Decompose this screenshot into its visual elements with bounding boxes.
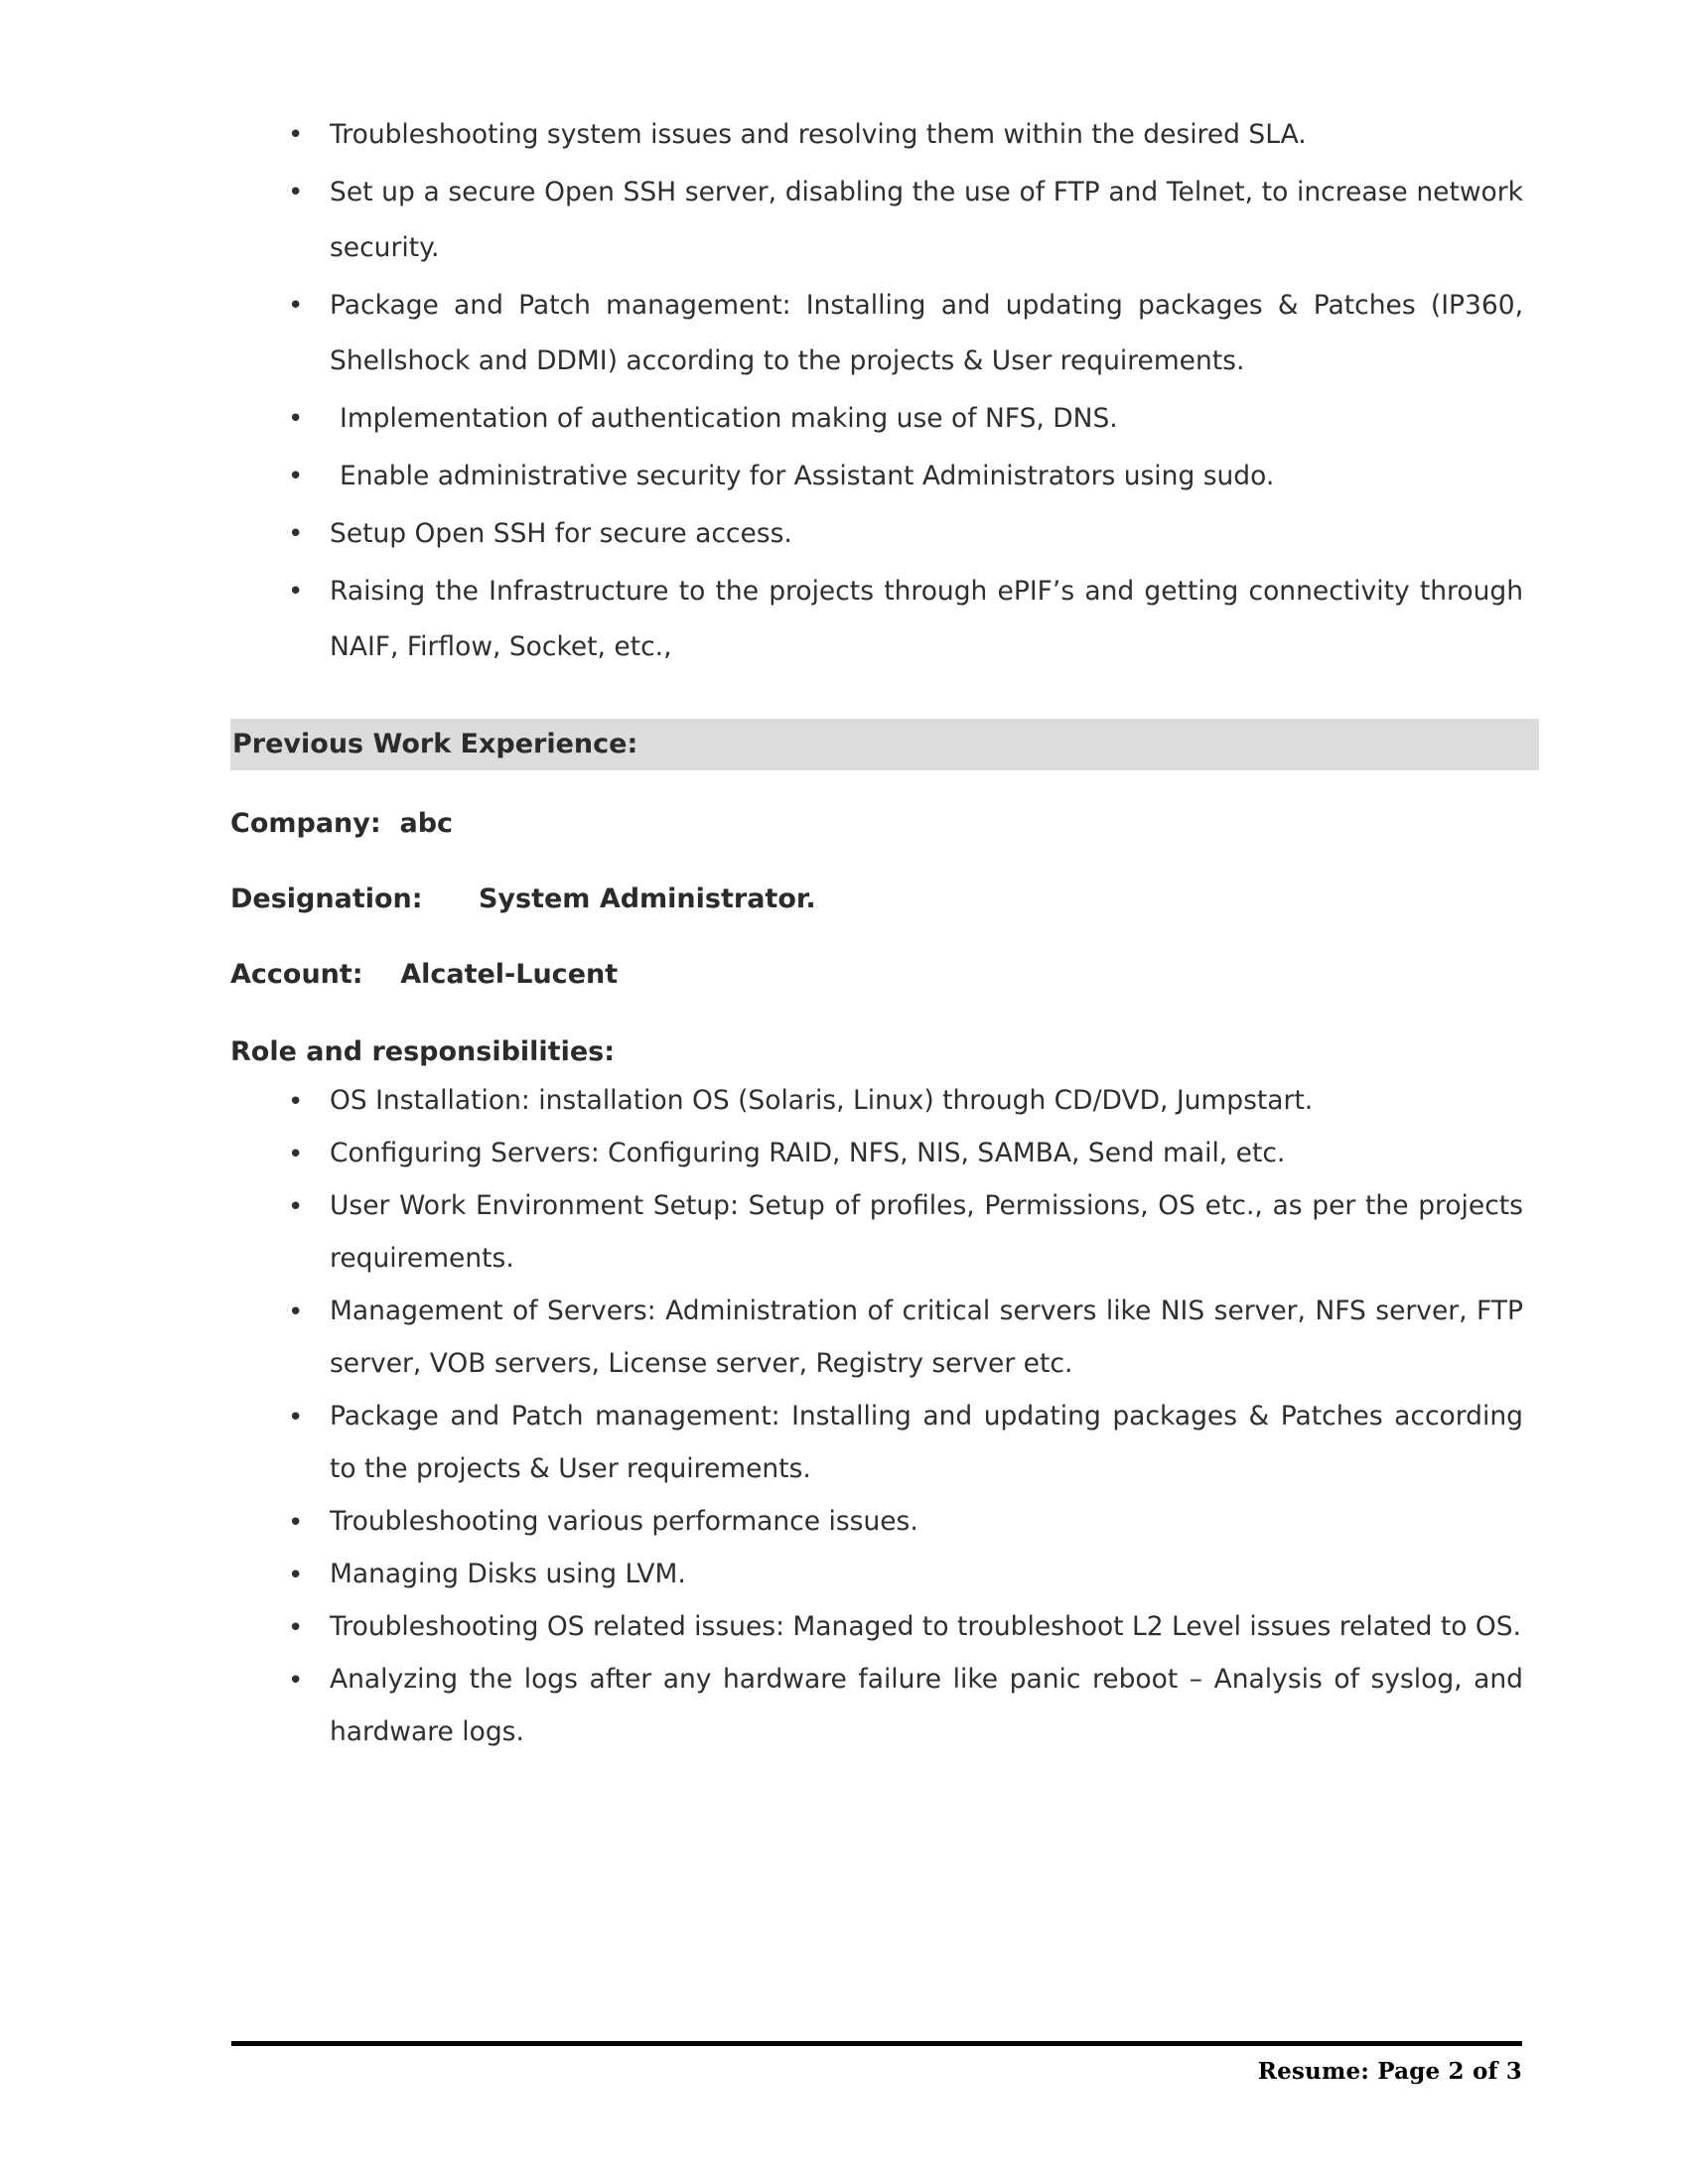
account-value: Alcatel-Lucent: [400, 959, 619, 990]
bullet-icon: •: [288, 1508, 304, 1538]
designation-line: [230, 878, 1523, 921]
list-item-text: Managing Disks using LVM.: [330, 1559, 686, 1589]
list-item: [230, 1074, 1523, 1127]
list-item: [230, 1653, 1523, 1758]
company-label: Company:: [230, 808, 400, 839]
list-item: [230, 564, 1523, 675]
list-item: [230, 449, 1523, 504]
account-line: [230, 953, 1523, 997]
list-item-text: Configuring Servers: Configuring RAID, NFS, NIS, SAMBA, Send mail, etc.: [330, 1138, 1286, 1168]
bullet-icon: •: [288, 1666, 304, 1696]
bullet-icon: •: [288, 120, 304, 150]
company-line: [230, 802, 1523, 846]
list-item-text: Troubleshooting various performance issues.: [330, 1506, 918, 1537]
bullet-icon: •: [288, 519, 304, 549]
bullet-icon: •: [288, 1192, 304, 1222]
bullet-icon: •: [288, 291, 304, 321]
list-item-text: Set up a secure Open SSH server, disabling the use of FTP and Telnet, to increase network security.: [330, 177, 1523, 263]
bullet-icon: •: [288, 1087, 304, 1117]
page-content: [230, 107, 1523, 1758]
bullet-icon: •: [288, 577, 304, 607]
list-item: [230, 391, 1523, 447]
list-item: [230, 107, 1523, 163]
bullet-icon: •: [288, 1561, 304, 1590]
footer-page-label: Resume: Page 2 of 3: [1257, 2058, 1522, 2085]
list-item-text: Setup Open SSH for secure access.: [330, 518, 792, 549]
list-item-text: Analyzing the logs after any hardware failure like panic reboot – Analysis of syslog, and hardware logs.: [330, 1664, 1523, 1747]
list-item-text: Raising the Infrastructure to the projects through ePIF’s and getting connectivity through NAIF, Firflow, Socket, etc.,: [330, 576, 1523, 662]
list-item: [230, 1548, 1523, 1600]
list-item-text: Management of Servers: Administration of critical servers like NIS server, NFS server, FTP server, VOB servers, License server, Registry server etc.: [330, 1296, 1523, 1379]
company-value: abc: [399, 808, 454, 839]
bullet-icon: •: [288, 1140, 304, 1169]
list-item: [230, 165, 1523, 276]
list-item-text: Package and Patch management: Installing and updating packages & Patches according to the projects & User requirements.: [330, 1401, 1523, 1484]
page-footer: [231, 2041, 1522, 2085]
list-item: [230, 278, 1523, 389]
list-item-text: OS Installation: installation OS (Solaris, Linux) through CD/DVD, Jumpstart.: [330, 1085, 1314, 1116]
bullet-icon: •: [288, 1297, 304, 1327]
responsibilities-list-previous: [230, 1074, 1523, 1758]
bullet-icon: •: [288, 1613, 304, 1643]
list-item: [230, 1390, 1523, 1495]
list-item: [230, 506, 1523, 562]
footer-divider: [231, 2041, 1522, 2046]
list-item-text: Troubleshooting system issues and resolving them within the desired SLA.: [330, 119, 1307, 150]
bullet-icon: •: [288, 178, 304, 207]
account-label: Account:: [230, 959, 401, 990]
list-item-text: Package and Patch management: Installing and updating packages & Patches (IP360, Shellshock and DDMI) according to the projects & User requirements.: [330, 290, 1523, 376]
subheading-role-and-responsibilities: Role and responsibilities:: [230, 1036, 616, 1067]
list-item-text: Implementation of authentication making use of NFS, DNS.: [340, 403, 1118, 434]
list-item-text: Troubleshooting OS related issues: Managed to troubleshoot L2 Level issues related to OS.: [330, 1611, 1522, 1642]
list-item: [230, 1285, 1523, 1390]
designation-value: System Administrator.: [478, 884, 816, 914]
bullet-icon: •: [288, 462, 304, 491]
section-heading-previous-work-experience: Previous Work Experience:: [230, 719, 1539, 770]
list-item: [230, 1495, 1523, 1548]
responsibilities-list-current: [230, 107, 1523, 675]
bullet-icon: •: [288, 404, 304, 434]
list-item: [230, 1127, 1523, 1179]
bullet-icon: •: [288, 1403, 304, 1433]
list-item-text: User Work Environment Setup: Setup of profiles, Permissions, OS etc., as per the projects requirements.: [330, 1190, 1523, 1274]
list-item: [230, 1179, 1523, 1285]
list-item: [230, 1600, 1523, 1653]
designation-label: Designation:: [230, 884, 479, 914]
list-item-text: Enable administrative security for Assistant Administrators using sudo.: [340, 461, 1275, 491]
